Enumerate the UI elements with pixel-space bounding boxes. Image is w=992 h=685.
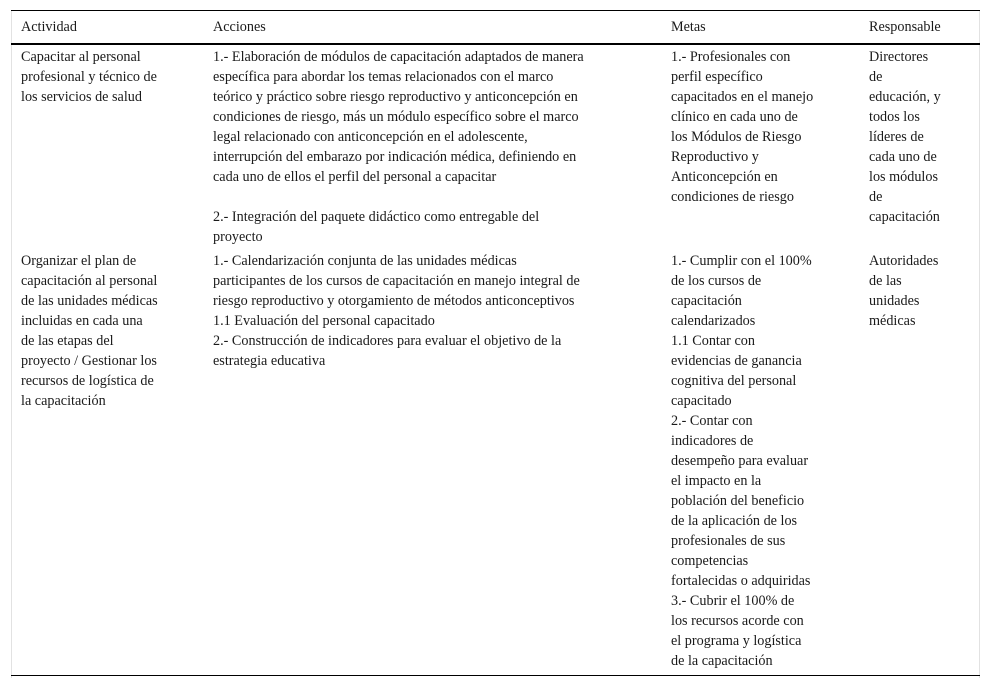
text-line: médicas — [869, 313, 916, 329]
text-line: condiciones de riesgo, más un módulo específico sobre el marco — [213, 109, 579, 125]
text-line: clínico en cada uno de — [671, 109, 798, 125]
table-header-row — [11, 11, 980, 45]
cell-responsable — [859, 44, 980, 249]
text-line: líderes de — [869, 129, 924, 145]
text-line: profesional y técnico de — [21, 69, 157, 85]
text-line: competencias — [671, 553, 749, 569]
activities-table — [11, 10, 980, 676]
text-line: evidencias de ganancia — [671, 353, 802, 369]
text-line: Capacitar al personal — [21, 49, 141, 65]
text-line: capacitación al personal — [21, 273, 158, 289]
text-line: de — [869, 189, 883, 205]
text-line: de las — [869, 273, 902, 289]
text-line: incluidas en cada una — [21, 313, 143, 329]
text-line: población del beneficio — [671, 493, 805, 509]
text-line: desempeño para evaluar — [671, 453, 809, 469]
table-row — [11, 249, 980, 676]
text-line: 1.- Calendarización conjunta de las unidades médicas — [213, 253, 517, 269]
header-responsable: Responsable — [869, 19, 941, 35]
text-line: condiciones de riesgo — [671, 189, 794, 205]
cell-metas — [661, 249, 859, 676]
text-line: proyecto / Gestionar los — [21, 353, 157, 369]
text-line: indicadores de — [671, 433, 754, 449]
text-line: capacitación — [671, 293, 742, 309]
text-line: los Módulos de Riesgo — [671, 129, 802, 145]
text-line: de — [869, 69, 883, 85]
text-line: específica para abordar los temas relacionados con el marco — [213, 69, 554, 85]
text-line: 1.- Elaboración de módulos de capacitación adaptados de manera — [213, 49, 584, 65]
paragraph-gap — [213, 187, 651, 207]
text-line: calendarizados — [671, 313, 756, 329]
text-line: proyecto — [213, 229, 263, 245]
text-line: 3.- Cubrir el 100% de — [671, 593, 795, 609]
text-line: los servicios de salud — [21, 89, 142, 105]
text-line: de las unidades médicas — [21, 293, 158, 309]
header-actividad: Actividad — [21, 19, 77, 35]
text-line: unidades — [869, 293, 920, 309]
text-line: de las etapas del — [21, 333, 114, 349]
text-line: recursos de logística de — [21, 373, 154, 389]
text-line: Anticoncepción en — [671, 169, 778, 185]
text-line: la capacitación — [21, 393, 106, 409]
text-line: Organizar el plan de — [21, 253, 137, 269]
text-line: riesgo reproductivo y otorgamiento de métodos anticonceptivos — [213, 293, 575, 309]
text-line: 2.- Integración del paquete didáctico como entregable del — [213, 209, 540, 225]
text-line: cada uno de ellos el perfil del personal a capacitar — [213, 169, 497, 185]
text-line: de los cursos de — [671, 273, 762, 289]
text-line: los módulos — [869, 169, 938, 185]
cell-actividad — [11, 44, 203, 249]
text-line: fortalecidas o adquiridas — [671, 573, 811, 589]
text-line: 2.- Contar con — [671, 413, 753, 429]
cell-acciones — [203, 249, 661, 676]
text-line: capacitados en el manejo — [671, 89, 814, 105]
text-line: el impacto en la — [671, 473, 762, 489]
text-line: 1.1 Contar con — [671, 333, 755, 349]
text-line: de la capacitación — [671, 653, 773, 669]
text-line: de la aplicación de los — [671, 513, 798, 529]
text-line: todos los — [869, 109, 920, 125]
text-line: capacitación — [869, 209, 940, 225]
header-acciones: Acciones — [213, 19, 266, 35]
text-line: educación, y — [869, 89, 941, 105]
text-line: teórico y práctico sobre riesgo reproductivo y anticoncepción en — [213, 89, 578, 105]
text-line: perfil específico — [671, 69, 763, 85]
text-line: cognitiva del personal — [671, 373, 797, 389]
text-line: los recursos acorde con — [671, 613, 804, 629]
text-line: interrupción del embarazo por indicación médica, definiendo en — [213, 149, 577, 165]
text-line: estrategia educativa — [213, 353, 326, 369]
cell-metas — [661, 44, 859, 249]
text-line: Autoridades — [869, 253, 939, 269]
text-line: el programa y logística — [671, 633, 802, 649]
text-line: cada uno de — [869, 149, 937, 165]
text-line: capacitado — [671, 393, 732, 409]
text-line: legal relacionado con anticoncepción en el adolescente, — [213, 129, 528, 145]
text-line: profesionales de sus — [671, 533, 786, 549]
text-line: 1.1 Evaluación del personal capacitado — [213, 313, 435, 329]
table-row — [11, 44, 980, 249]
cell-responsable — [859, 249, 980, 676]
text-line: 2.- Construcción de indicadores para evaluar el objetivo de la — [213, 333, 562, 349]
text-line: 1.- Profesionales con — [671, 49, 791, 65]
text-line: Directores — [869, 49, 929, 65]
cell-acciones — [203, 44, 661, 249]
cell-actividad — [11, 249, 203, 676]
text-line: 1.- Cumplir con el 100% — [671, 253, 812, 269]
header-metas: Metas — [671, 19, 706, 35]
text-line: participantes de los cursos de capacitación en manejo integral de — [213, 273, 580, 289]
text-line: Reproductivo y — [671, 149, 759, 165]
